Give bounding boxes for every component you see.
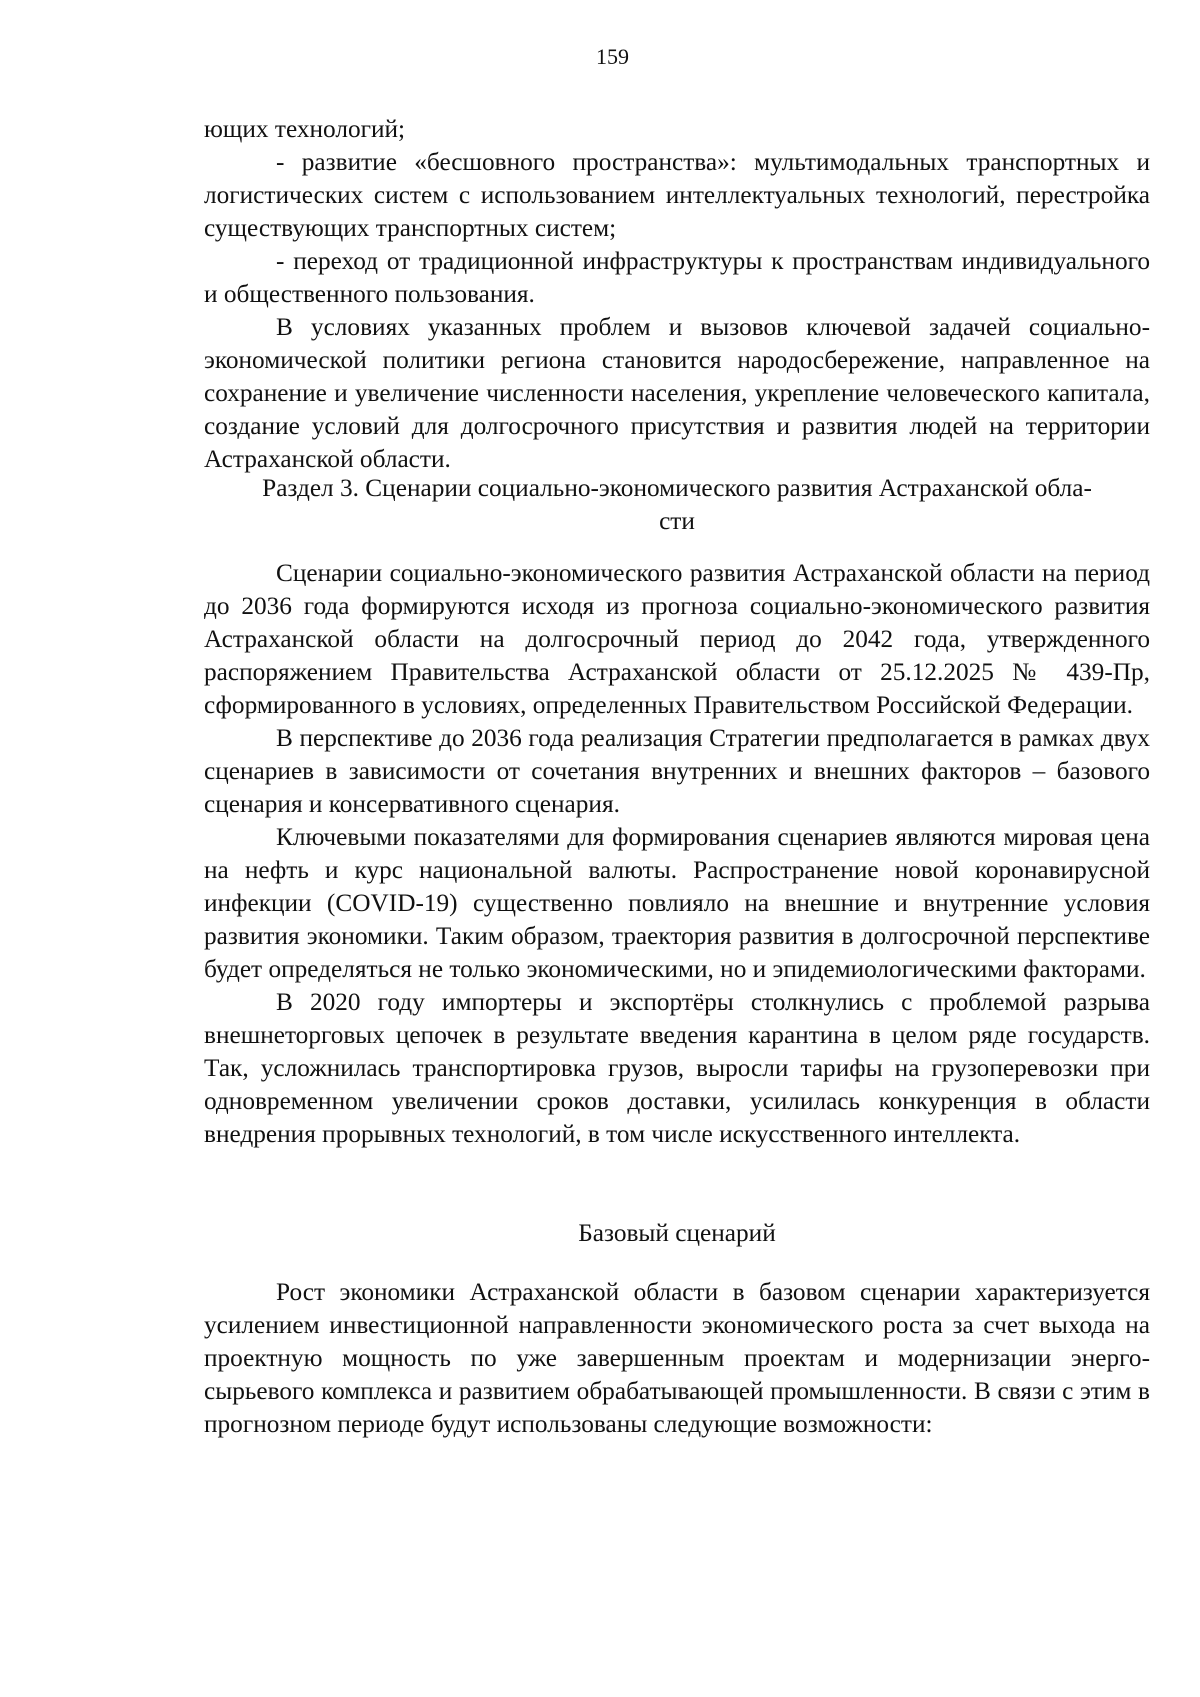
paragraph-base-growth: Рост экономики Астраханской области в базовом сценарии характеризуется усилением инвестиционной направленности экономического роста за счет выхода на проектную мощность по уже завершенным проектам и модернизации энерго-сырьевого комплекса и развитием обрабатывающей промышленности. В связи с этим в прогнозном периоде будут использованы следующие возможности: [204, 1278, 1150, 1438]
subsection-heading-base-scenario: Базовый сценарий [578, 1219, 776, 1247]
list-item-seamless-space: - развитие «бесшовного пространства»: мультимодальных транспортных и логистических систем с использованием интеллектуальных технологий, перестройка существующих транспортных систем; [204, 148, 1150, 242]
paragraph-key-indicators: Ключевыми показателями для формирования сценариев являются мировая цена на нефть и курс национальной валюты. Распространение новой коронавирусной инфекции (COVID-19) существенно повлияло на внешние и внутренние условия развития экономики. Таким образом, траектория развития в долгосрочной перспективе будет определяться не только экономическими, но и эпидемиологическими факторами. [204, 823, 1150, 983]
text-block-base-scenario [204, 1276, 1150, 1441]
paragraph-two-scenarios: В перспективе до 2036 года реализация Стратегии предполагается в рамках двух сценариев в зависимости от сочетания внутренних и внешних факторов – базового сценария и консервативного сценария. [204, 724, 1150, 818]
paragraph-scenarios-formation: Сценарии социально-экономического развития Астраханской области на период до 2036 года формируются исходя из прогноза социально-экономического развития Астраханской области на долгосрочный период до 2042 года, утвержденного распоряжением Правительства Астраханской области от 25.12.2025 № 439-Пр, сформированного в условиях, определенных Правительством Российской Федерации. [204, 559, 1150, 719]
list-item-infrastructure: - переход от традиционной инфраструктуры к пространствам индивидуального и общественного пользования. [204, 247, 1150, 308]
page-number: 159 [596, 44, 629, 69]
paragraph-key-task: В условиях указанных проблем и вызовов ключевой задачей социально-экономической политики региона становится народосбережение, направленное на сохранение и увеличение численности населения, укрепление человеческого капитала, создание условий для долгосрочного присутствия и развития людей на территории Астраханской области. [204, 313, 1150, 473]
text-block-intro [204, 113, 1150, 476]
section-heading-line-1: Раздел 3. Сценарии социально-экономического развития Астраханской обла- [262, 474, 1092, 502]
section-heading [204, 472, 1150, 538]
paragraph-continuation: ющих технологий; [204, 115, 406, 143]
paragraph-2020-trade: В 2020 году импортеры и экспортёры столкнулись с проблемой разрыва внешнеторговых цепочек в результате введения карантина в целом ряде государств. Так, усложнилась транспортировка грузов, выросли тарифы на грузоперевозки при одновременном увеличении сроков доставки, усилилась конкуренция в области внедрения прорывных технологий, в том числе искусственного интеллекта. [204, 988, 1150, 1148]
section-heading-line-2: сти [659, 507, 695, 535]
text-block-scenarios [204, 557, 1150, 1151]
